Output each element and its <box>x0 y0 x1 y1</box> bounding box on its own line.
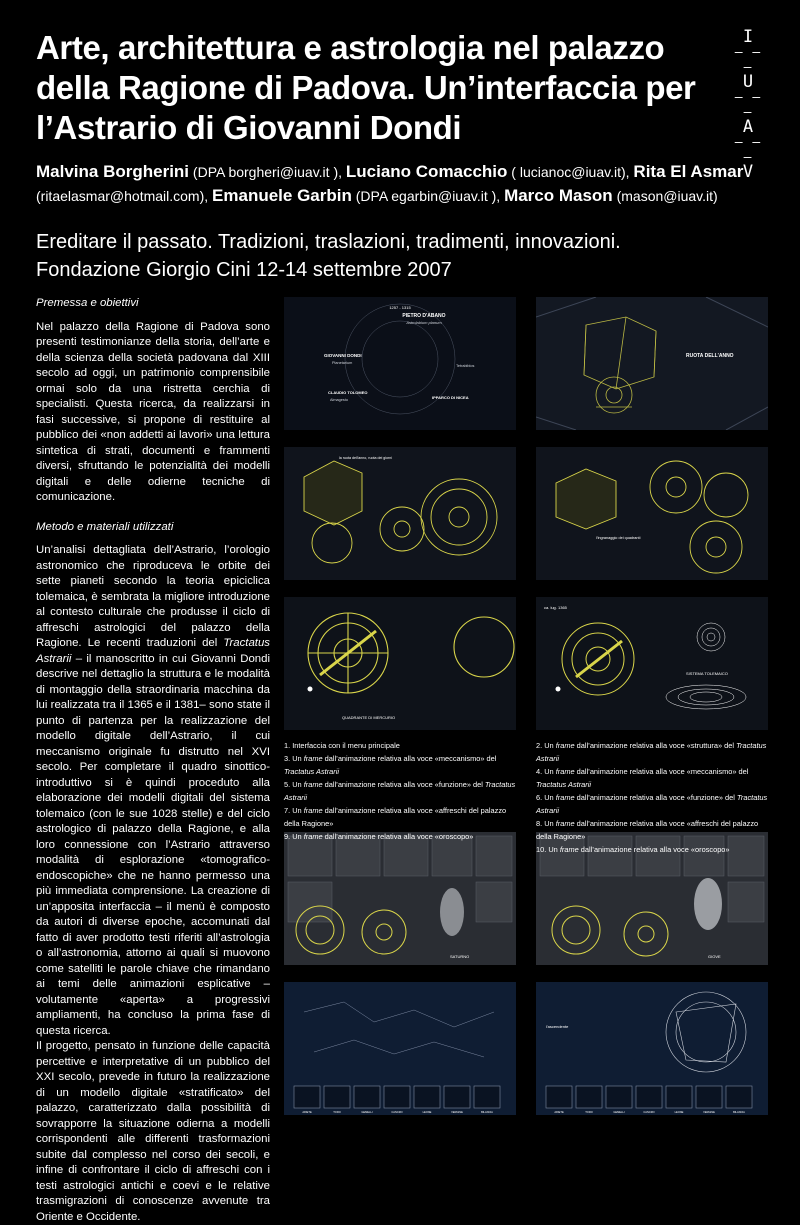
caption-text: dall’animazione relativa alla voce «oroscopo» <box>578 845 730 854</box>
panel-label: Planetarium <box>332 361 353 365</box>
title-line-2: della Ragione di Padova. Un’interfaccia per <box>36 69 696 106</box>
caption <box>284 804 520 830</box>
caption <box>536 843 772 856</box>
logo-dashes: ‒ ‒ ‒ <box>734 90 762 120</box>
logo-dashes: ‒ ‒ ‒ <box>734 45 762 75</box>
caption-text: 9. Un <box>284 832 304 841</box>
caption-text: 7. Un <box>284 806 304 815</box>
caption-emphasis: frame <box>555 793 575 802</box>
title-line-1: Arte, architettura e astrologia nel palazzo <box>36 29 665 66</box>
figure-4-mechanism <box>536 447 768 580</box>
caption-text: dall’animazione relativa alla voce «oroscopo» <box>322 832 474 841</box>
author-info: ( lucianoc@iuav.it), <box>507 164 634 180</box>
author-name: Marco Mason <box>504 186 613 205</box>
caption-emphasis: Tractatus Astrarii <box>284 780 516 802</box>
zodiac-label: ARIETE <box>302 1111 312 1114</box>
author-name: Malvina Borgherini <box>36 162 190 181</box>
iuav-logo <box>728 27 768 182</box>
logo-letter-i: I <box>742 27 754 47</box>
captions-left <box>284 739 520 843</box>
panel-label: Tetrabiblos <box>456 364 475 368</box>
caption <box>284 752 520 778</box>
figure-2-structure <box>536 297 768 430</box>
caption <box>284 739 520 752</box>
zodiac-label: CANCRO <box>643 1111 655 1114</box>
caption-emphasis: frame <box>555 767 575 776</box>
caption-emphasis: frame <box>303 780 323 789</box>
title-line-3: l’Astrario di Giovanni Dondi <box>36 109 462 146</box>
text-column <box>36 296 270 1225</box>
panel-label: SISTEMA TOLEMAICO <box>686 671 728 676</box>
panel-label: GIOVE <box>708 954 721 959</box>
figure-3-mechanism <box>284 447 516 580</box>
caption-text: dall’animazione relativa alla voce «struttura» del <box>574 741 737 750</box>
caption-text: 2. Un <box>536 741 556 750</box>
conference-line-2: Fondazione Giorgio Cini 12-14 settembre 2007 <box>36 259 452 281</box>
caption-emphasis: Tractatus Astrarii <box>536 793 768 815</box>
caption-text: dall’animazione relativa alla voce «affreschi del palazzo della Ragione» <box>536 819 759 841</box>
panel-label: SATURNO <box>450 954 470 959</box>
zodiac-label: LEONE <box>674 1111 684 1114</box>
caption-text: 6. Un <box>536 793 556 802</box>
author-name: Luciano Comacchio <box>345 162 508 181</box>
caption-emphasis: frame <box>555 819 575 828</box>
figure-9-horoscope <box>284 982 516 1115</box>
logo-letter-a: A <box>742 117 754 137</box>
figure-7-frescos <box>284 832 516 965</box>
caption-text: dall’animazione relativa alla voce «meccanismo» del <box>322 754 497 763</box>
paragraph-emphasis: Tractatus Astrarii <box>36 637 270 665</box>
caption-text: dall’animazione relativa alla voce «affreschi del palazzo della Ragione» <box>284 806 507 828</box>
panel-label: PIETRO D'ABANO <box>402 313 446 319</box>
panel-label: Astrolabium planum <box>406 320 442 325</box>
caption <box>284 830 520 843</box>
panel-label: l'ingranaggio dei quadranti <box>596 536 641 540</box>
zodiac-label: GEMELLI <box>361 1111 373 1114</box>
figure-1-menu-interface <box>284 297 516 430</box>
author-info: (ritaelasmar@hotmail.com), <box>36 188 213 204</box>
zodiac-label: TORO <box>585 1111 593 1114</box>
author-info: (DPA egarbin@iuav.it ), <box>351 188 505 204</box>
zodiac-label: BILANCIA <box>481 1111 493 1114</box>
author-name: Rita El Asmar <box>633 162 744 181</box>
author-name: Emanuele Garbin <box>212 186 352 205</box>
section-paragraph: Il progetto, pensato in funzione delle capacità percettive e interpretative di un pubblico del XXI secolo, prevede in futuro la realizzazione di un modello digitale «stratificato» del palazzo, caratterizzato dalla possibilità di sovrapporre la situazione odierna a modelli corrispondenti alle differenti trasformazioni subite dal complesso nel corso dei secoli, e infine di confrontare il ciclo di affreschi con i testi astrologici antichi e coevi e le relative trasmigrazioni di conoscenze avvenute tra Oriente e Occidente. <box>36 1040 270 1223</box>
zodiac-label: BILANCIA <box>733 1111 745 1114</box>
section-heading: Metodo e materiali utilizzati <box>36 520 174 533</box>
caption-text: dall’animazione relativa alla voce «funzione» del <box>322 780 485 789</box>
paragraph-text: Un’analisi dettagliata dell’Astrario, l’orologio astronomico che riproduceva le orbite dei sette pianeti secondo la teoria epiciclica tolemaica, è sembrata la migliore introduzione al contesto culturale che produsse il ciclo di affreschi astrologici del palazzo della Ragione. Le recenti traduzioni del <box>36 544 270 649</box>
authors <box>36 160 772 208</box>
figure-6-function <box>536 597 768 730</box>
caption-emphasis: frame <box>555 741 575 750</box>
caption-emphasis: frame <box>303 832 323 841</box>
logo-letter-v: V <box>742 162 754 182</box>
captions-right <box>536 739 772 856</box>
author-info: (mason@iuav.it) <box>612 188 718 204</box>
caption-emphasis: Tractatus Astrarii <box>284 767 340 776</box>
caption-emphasis: frame <box>303 754 323 763</box>
logo-letter-u: U <box>742 72 754 92</box>
panel-label: CLAUDIO TOLOMEO <box>328 390 368 395</box>
section-heading: Premessa e obiettivi <box>36 297 139 309</box>
caption-text: 1. Interfaccia con il menu principale <box>284 741 400 750</box>
caption-text: 8. Un <box>536 819 556 828</box>
zodiac-label: GEMELLI <box>613 1111 625 1114</box>
panel-label: IPPARCO DI NICEA <box>432 395 469 400</box>
zodiac-label: VERGINE <box>703 1111 715 1114</box>
caption <box>536 791 772 817</box>
logo-dashes: ‒ ‒ ‒ <box>734 135 762 165</box>
author-info: (DPA borgheri@iuav.it ), <box>189 164 346 180</box>
panel-label: l'ascendente <box>546 1024 569 1029</box>
panel-label: GIOVANNI DONDI <box>324 353 362 358</box>
zodiac-label: LEONE <box>422 1111 432 1114</box>
zodiac-label: TORO <box>333 1111 341 1114</box>
conference-line-1: Ereditare il passato. Tradizioni, traslazioni, tradimenti, innovazioni. <box>36 231 621 253</box>
paragraph-text: – il manoscritto in cui Giovanni Dondi descrive nel dettaglio la struttura e le modalità di montaggio della straordinaria macchina da lui realizzata tra il 1365 e il 1381– sono state il punto di partenza per la realizzazione del modello digitale dell’Astrario, il cui meccanismo originale fu distrutto nel XVI secolo. Per completare il quadro sinottico-introduttivo si è quindi proceduto alla elaborazione dei modelli digitali del sistema tolemaico (con le sue 1028 stelle) e del ciclo astrologico di palazzo della Ragione, e alla loro connessione con l’Astrario attraverso modalità di esplorazione «tomografico-endoscopiche» che ne hanno permesso una più immediata comprensione. La creazione di un’apposita interfaccia – il menù è composto da autori di diverse epoche, accomunati dal fatto di aver prodotto testi riferiti all’astrologia o all’astronomia, attorno ai quali si muovono come satelliti le parole chiave che rimandano ai temi delle animazioni esplicative – volutamente «aperta» a progressivi ampliamenti, ha concluso la prima fase di questa ricerca. <box>36 652 270 1037</box>
zodiac-label: VERGINE <box>451 1111 463 1114</box>
zodiac-label: CANCRO <box>391 1111 403 1114</box>
panel-label: ca. lug. 1365 <box>544 605 567 610</box>
figure-5-function <box>284 597 516 730</box>
caption-emphasis: Tractatus Astrarii <box>536 780 592 789</box>
zodiac-label: ARIETE <box>554 1111 564 1114</box>
caption-text: 4. Un <box>536 767 556 776</box>
caption <box>284 778 520 804</box>
caption <box>536 765 772 791</box>
caption-text: 10. Un <box>536 845 560 854</box>
panel-label: 1257 - 1315 <box>389 305 411 310</box>
panel-label: QUADRANTE DI MERCURIO <box>342 715 396 720</box>
panel-label: la ruota dell'anno, ruota dei giorni <box>339 456 393 460</box>
figure-10-horoscope <box>536 982 768 1115</box>
caption-emphasis: frame <box>559 845 579 854</box>
poster-title <box>36 28 726 148</box>
caption-text: 3. Un <box>284 754 304 763</box>
panel-label: RUOTA DELL'ANNO <box>686 353 734 359</box>
panel-label: Almagesto <box>330 398 348 402</box>
caption-text: 5. Un <box>284 780 304 789</box>
caption-emphasis: Tractatus Astrarii <box>536 741 767 763</box>
section-paragraph: Nel palazzo della Ragione di Padova sono presenti testimonianze della storia, dell’arte e della scienza della società padovana dal XIII secolo ad oggi, un patrimonio comprensibile ormai solo da una ristretta cerchia di specialisti. Questa ricerca, da realizzarsi in fasi successive, si propone di restituire al pubblico dei «non addetti ai lavori» una lettura sintetica di strati, documenti e frammenti diversi, sfruttando le potenzialità dei modelli digitali e delle odierne tecniche di comunicazione. <box>36 320 270 503</box>
section-paragraph <box>36 543 270 1039</box>
caption <box>536 739 772 765</box>
conference-info <box>36 228 776 284</box>
caption-emphasis: frame <box>303 806 323 815</box>
caption <box>536 817 772 843</box>
caption-text: dall’animazione relativa alla voce «funzione» del <box>574 793 737 802</box>
caption-text: dall’animazione relativa alla voce «meccanismo» del <box>574 767 749 776</box>
